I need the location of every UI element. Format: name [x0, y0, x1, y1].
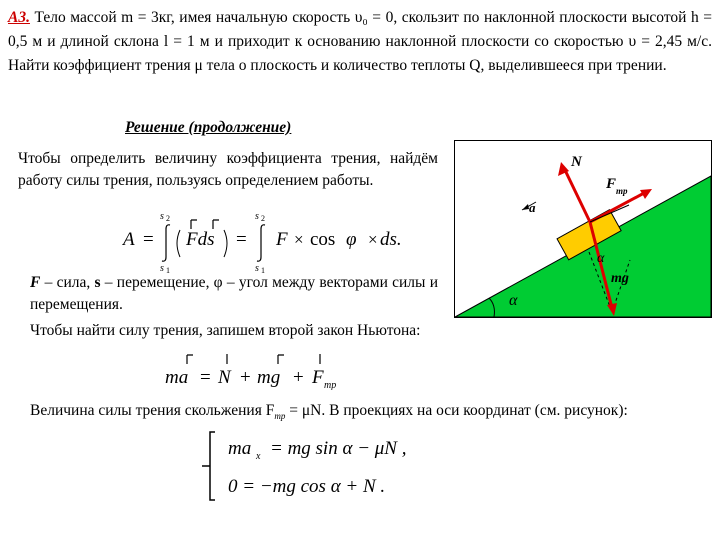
system-line1-rest: = mg sin α − μN , [270, 438, 407, 459]
problem-text: Тело массой m = 3кг, имея начальную скорость υ₀ = 0, скользит по наклонной плоскости высотой h = 0,5 м и длиной склона l = 1 м и приходит к основанию наклонной плоскости со скоростью υ = 2,45 м/с. Найти коэффициент трения μ тела о плоскость и количество теплоты Q, выделившееся при трении. [8, 9, 712, 74]
newton-ma: ma [165, 367, 189, 388]
text-force: – сила, [40, 274, 95, 291]
label-mg: mg [611, 271, 629, 286]
formula-cos: cos [310, 229, 336, 250]
system-brace [210, 432, 215, 500]
formula-F: F [276, 229, 288, 250]
integral2-lower-sub: 1 [261, 266, 265, 275]
system-line1-sub: x [256, 451, 261, 462]
symbol-s: s [94, 274, 101, 291]
formula-eq2: = [236, 229, 247, 250]
newton-F: F [312, 367, 324, 388]
paragraph-work-definition: Чтобы определить величину коэффициента трения, найдём работу силы трения, пользуясь определением работы. [18, 150, 438, 189]
system-line2: 0 = −mg cos α + N . [228, 476, 386, 497]
integral-sign-2 [257, 225, 265, 261]
integral2-upper-limit: s [255, 211, 259, 222]
integral2-upper-sub: 2 [261, 214, 265, 223]
symbol-F: F [30, 274, 41, 291]
label-a: a [529, 200, 536, 215]
label-alpha-base: α [509, 292, 518, 309]
formula-eq1: = [143, 229, 154, 250]
label-alpha-block: α [597, 251, 605, 266]
integral-sign-1 [162, 225, 170, 261]
integral-lower-sub: 1 [166, 266, 170, 275]
integral-lower-limit: s [160, 263, 164, 274]
newton-mg: mg [257, 367, 281, 388]
formula-ds: ds. [380, 229, 402, 250]
paragraph-newton: Чтобы найти силу трения, запишем второй закон Ньютона: [30, 322, 421, 339]
paragraph-friction-projections [30, 398, 698, 429]
system-line1-ma: ma [228, 438, 252, 459]
newton-eq: = [200, 367, 211, 388]
work-formula [118, 205, 448, 275]
vector-mark-g [278, 355, 284, 364]
text-friction-2: = μN. В проекциях на оси координат (см. рисунок): [285, 402, 628, 419]
formula-phi: φ [346, 229, 357, 250]
label-F: F [606, 176, 617, 192]
integral-upper-sub: 2 [166, 214, 170, 223]
text-displacement: – перемещение, φ – угол между векторами силы и перемещения. [30, 274, 438, 313]
integrand-Fds: Fds [186, 229, 215, 250]
paren-left [177, 230, 180, 257]
formula-times: × [294, 230, 304, 249]
newton-plus2: + [293, 367, 304, 388]
problem-statement [8, 6, 712, 78]
formula-A: A [123, 229, 135, 250]
label-F-sub: тр [616, 186, 628, 196]
newton-plus1: + [240, 367, 251, 388]
newton-N: N [218, 367, 231, 388]
text-friction-sub: тр [274, 411, 286, 422]
formula-times2: × [368, 230, 378, 249]
vector-mark-a [187, 355, 193, 364]
newton-formula [160, 350, 380, 390]
text-friction-1: Величина силы трения скольжения F [30, 402, 275, 419]
problem-number: А3. [8, 9, 30, 26]
vector-mark-F [191, 220, 197, 229]
integral2-lower-limit: s [255, 263, 259, 274]
label-N: N [571, 154, 582, 170]
paren-right [224, 230, 227, 257]
vector-mark-s [213, 220, 219, 229]
integral-upper-limit: s [160, 211, 164, 222]
equation-system [200, 428, 460, 508]
newton-F-sub: тр [324, 380, 337, 390]
inclined-plane-figure [454, 140, 712, 318]
paragraph-definitions [30, 272, 438, 316]
solution-heading: Решение (продолжение) [125, 119, 292, 136]
